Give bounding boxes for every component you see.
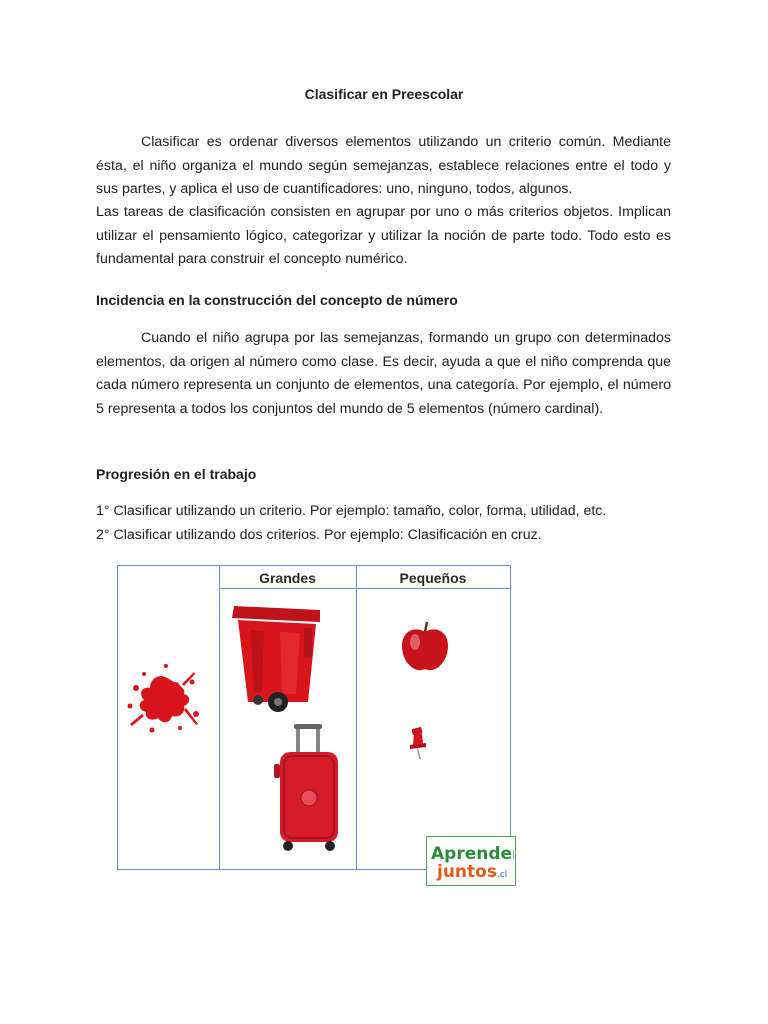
- red-trash-bin-icon: [228, 600, 324, 718]
- logo-graphic: [427, 837, 514, 884]
- page-title: Clasificar en Preescolar: [304, 86, 464, 102]
- table-divider-1: [219, 566, 220, 869]
- table-divider-2: [356, 566, 357, 869]
- section1-text: Cuando el niño agrupa por las semejanzas, formando un grupo con determinados elementos, da origen al número como clase. Es decir, ayuda a que el niño comprenda que cada número representa un conjunto de elementos, una categoría. Por ejemplo, el número 5 representa a todos los conjuntos del mundo de 5 elementos (número cardinal).: [96, 330, 671, 417]
- aprender-juntos-logo: [426, 836, 516, 886]
- section-heading-progression: Progresión en el trabajo: [96, 466, 257, 482]
- logo-suffix: .cl: [497, 870, 508, 880]
- table-header-rule: [219, 588, 510, 589]
- intro-paragraph-2: [96, 201, 671, 272]
- red-suitcase-icon: [274, 724, 342, 854]
- intro-text-1: Clasificar es ordenar diversos elementos utilizando un criterio común. Mediante ésta, el niño organiza el mundo según semejanzas, establece relaciones entre el todo y sus partes, y aplica el uso de cuantificadores: uno, ninguno, todos, algunos.: [96, 134, 671, 197]
- intro-paragraph-1: [96, 131, 671, 202]
- red-paint-splat-icon: [122, 658, 202, 738]
- column-header-large: Grandes: [259, 570, 316, 586]
- column-header-small: Pequeños: [399, 570, 467, 586]
- progression-item-2: 2° Clasificar utilizando dos criterios. Por ejemplo: Clasificación en cruz.: [96, 527, 542, 543]
- logo-word-2: juntos: [437, 862, 497, 882]
- section-heading-number-concept: Incidencia en la construcción del concepto de número: [96, 292, 458, 308]
- logo-word-1: Aprender: [431, 844, 514, 864]
- progression-item-1: 1° Clasificar utilizando un criterio. Por ejemplo: tamaño, color, forma, utilidad, etc.: [96, 503, 607, 519]
- section1-paragraph: [96, 327, 671, 421]
- red-pushpin-icon: [408, 726, 430, 760]
- classification-table: [117, 565, 511, 870]
- red-apple-icon: [398, 620, 452, 674]
- intro-text-2: Las tareas de clasificación consisten en agrupar por uno o más criterios objetos. Implican utilizar el pensamiento lógico, categorizar y utilizar la noción de parte todo. Todo esto es fundamental para construir el concepto numérico.: [96, 204, 671, 267]
